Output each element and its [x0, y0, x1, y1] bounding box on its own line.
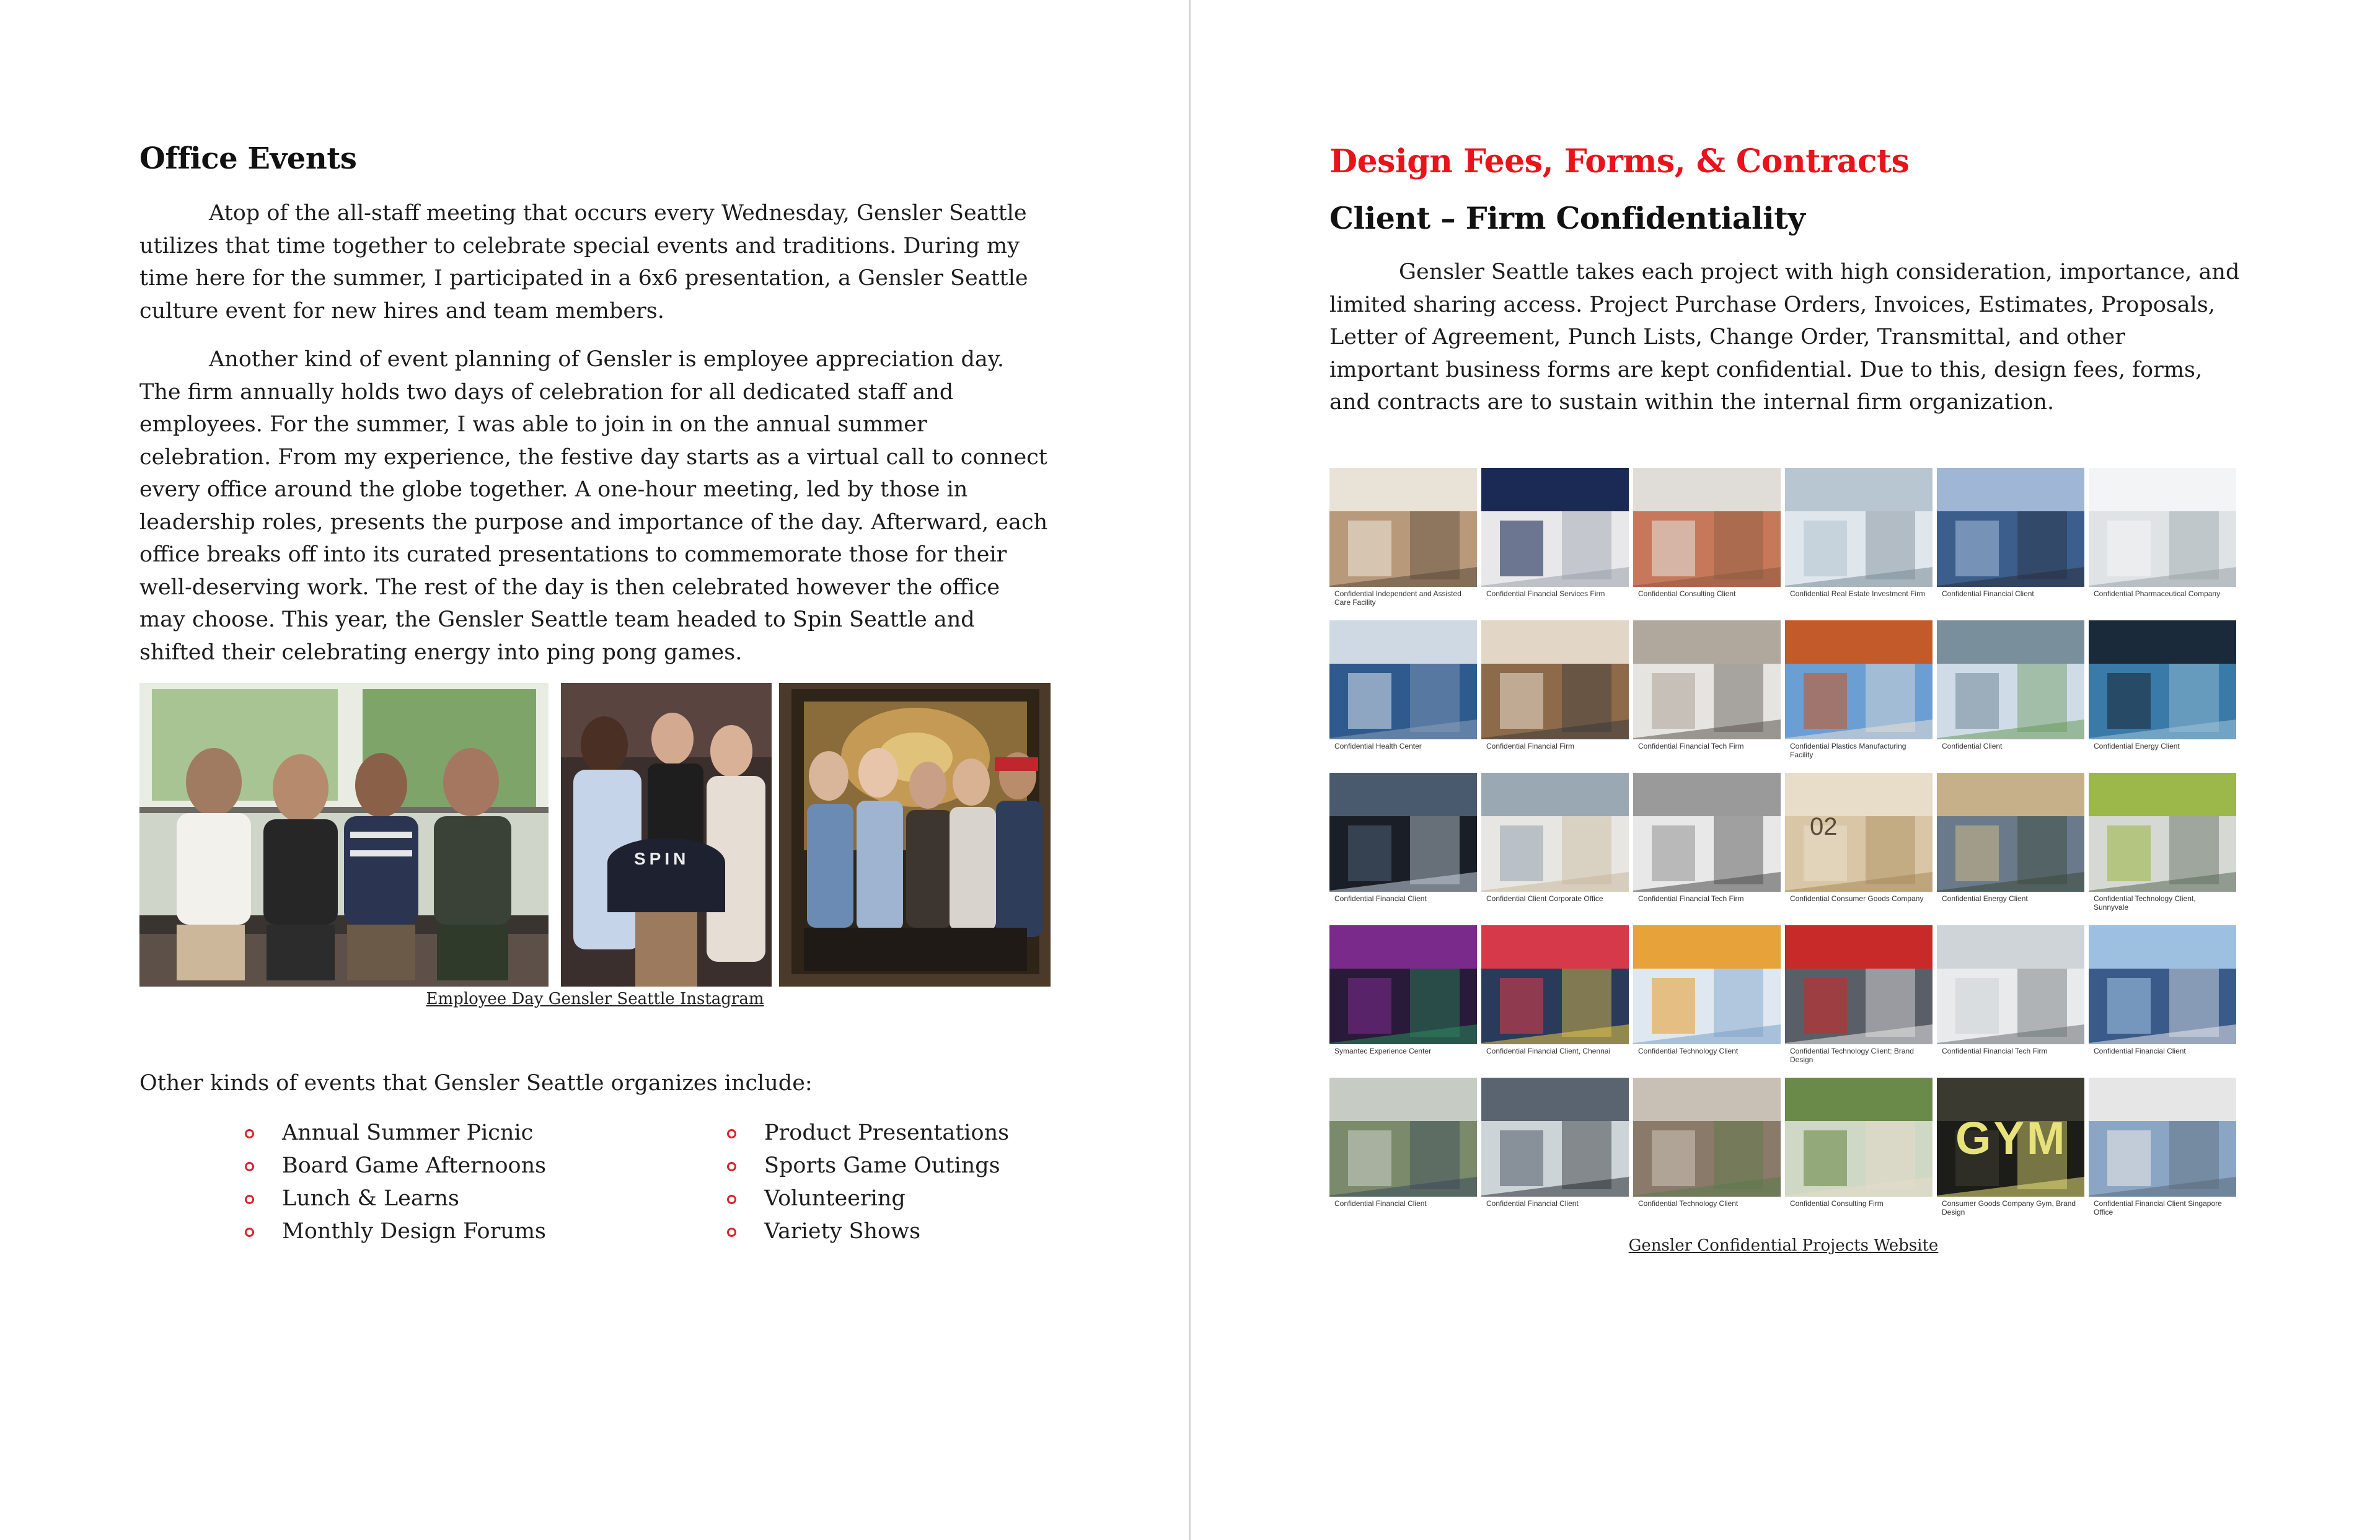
- project-tile-label: Confidential Financial Client: [2089, 1044, 2236, 1071]
- project-tile-label: Confidential Financial Client: [1481, 1197, 1629, 1224]
- project-tile[interactable]: [2089, 468, 2236, 614]
- list-item: Board Game Afternoons: [245, 1150, 546, 1182]
- photo-caption[interactable]: Employee Day Gensler Seattle Instagram: [426, 990, 764, 1008]
- project-tile[interactable]: [1633, 925, 1781, 1071]
- bullet-circle-icon: [727, 1162, 736, 1171]
- project-tile-label: Confidential Financial Firm: [1481, 739, 1629, 767]
- project-tile[interactable]: [1481, 1078, 1629, 1224]
- left-page: [139, 0, 1051, 1540]
- project-tile[interactable]: [1785, 773, 1933, 919]
- list-item: Volunteering: [727, 1182, 1009, 1215]
- project-tile[interactable]: [1329, 773, 1477, 919]
- list-item: Product Presentations: [727, 1117, 1009, 1150]
- bullet-circle-icon: [727, 1228, 736, 1237]
- project-tile[interactable]: [2089, 773, 2236, 919]
- photo-team-artwall: [779, 683, 1051, 987]
- project-tile[interactable]: [2089, 620, 2236, 767]
- project-tile-label: Confidential Technology Client, Sunnyvale: [2089, 892, 2236, 919]
- project-tile-label: Confidential Independent and Assisted Care Facility: [1329, 587, 1477, 614]
- project-tile[interactable]: [1633, 468, 1781, 614]
- project-tile[interactable]: [2089, 925, 2236, 1071]
- project-tile-label: Confidential Financial Client: [1329, 1197, 1477, 1224]
- project-tile[interactable]: [1785, 468, 1933, 614]
- photo-team-seated: [139, 683, 549, 987]
- project-tile[interactable]: [1481, 620, 1629, 767]
- project-tile-label: Confidential Health Center: [1329, 739, 1477, 767]
- bullet-circle-icon: [727, 1195, 736, 1204]
- project-tile-label: Confidential Plastics Manufacturing Facility: [1785, 739, 1933, 767]
- bullet-circle-icon: [245, 1162, 254, 1171]
- project-tile-label: Confidential Pharmaceutical Company: [2089, 587, 2236, 614]
- section-title: Design Fees, Forms, & Contracts: [1329, 143, 1910, 180]
- bullet-circle-icon: [245, 1228, 254, 1237]
- project-tile[interactable]: [1785, 925, 1933, 1071]
- events-list-col2: [727, 1117, 1009, 1248]
- project-tile-label: Confidential Technology Client: [1633, 1044, 1781, 1071]
- project-tile-label: Confidential Financial Client, Chennai: [1481, 1044, 1629, 1071]
- body-text: [139, 197, 1051, 669]
- project-tile-label: Confidential Financial Services Firm: [1481, 587, 1629, 614]
- project-tile-label: Confidential Financial Tech Firm: [1633, 892, 1781, 919]
- project-tile[interactable]: [1329, 468, 1477, 614]
- project-tile-label: Confidential Financial Client Singapore Office: [2089, 1197, 2236, 1224]
- project-tile-label: Confidential Client: [1937, 739, 2084, 767]
- project-tile-label: Symantec Experience Center: [1329, 1044, 1477, 1071]
- list-item: Annual Summer Picnic: [245, 1117, 546, 1150]
- project-tile[interactable]: [1785, 620, 1933, 767]
- room-number-text: 02: [1810, 813, 1838, 840]
- project-tile-label: Confidential Real Estate Investment Firm: [1785, 587, 1933, 614]
- body-text: [1329, 256, 2241, 419]
- bullet-circle-icon: [245, 1195, 254, 1204]
- spin-sign-text: SPIN: [634, 849, 690, 868]
- project-tile[interactable]: [1329, 925, 1477, 1071]
- list-item: Monthly Design Forums: [245, 1215, 546, 1248]
- project-tile[interactable]: [1785, 1078, 1933, 1224]
- project-tile-label: Confidential Client Corporate Office: [1481, 892, 1629, 919]
- paragraph-confidentiality: Gensler Seattle takes each project with high consideration, importance, and limited sharing access. Project Purchase Orders, Invoices, Estimates, Proposals, Letter of Agreement, Punch Lists, Change Order, Transmittal, and other important business forms are kept confidential. Due to this, design fees, forms, and contracts are to sustain within the internal firm organization.: [1329, 260, 2240, 415]
- project-tile-label: Consumer Goods Company Gym, Brand Design: [1937, 1197, 2084, 1224]
- project-tile-label: Confidential Financial Tech Firm: [1633, 739, 1781, 767]
- section-subtitle: Client – Firm Confidentiality: [1329, 200, 1805, 236]
- project-tile[interactable]: [1481, 925, 1629, 1071]
- project-tile[interactable]: [1329, 1078, 1477, 1224]
- grid-caption[interactable]: Gensler Confidential Projects Website: [1628, 1236, 1939, 1255]
- employee-day-photos: [139, 683, 1051, 987]
- project-tile[interactable]: [1481, 773, 1629, 919]
- project-tile[interactable]: [1329, 620, 1477, 767]
- project-tile-label: Confidential Financial Client: [1329, 892, 1477, 919]
- paragraph-office-events-1: Atop of the all-staff meeting that occurs every Wednesday, Gensler Seattle utilizes that time together to celebrate special events and traditions. During my time here for the summer, I participated in a 6x6 presentation, a Gensler Seattle culture event for new hires and team members.: [139, 201, 1028, 323]
- project-tile[interactable]: [1481, 468, 1629, 614]
- project-tile[interactable]: [1937, 1078, 2084, 1224]
- project-tile[interactable]: [1937, 773, 2084, 919]
- right-page: [1329, 0, 2241, 1540]
- project-tile-label: Confidential Consulting Firm: [1785, 1197, 1933, 1224]
- project-tile-label: Confidential Energy Client: [2089, 739, 2236, 767]
- project-tile[interactable]: [2089, 1078, 2236, 1224]
- bullet-circle-icon: [245, 1129, 254, 1138]
- project-tile-label: Confidential Technology Client: Brand Design: [1785, 1044, 1933, 1071]
- project-tile-label: Confidential Energy Client: [1937, 892, 2084, 919]
- project-tile[interactable]: [1633, 1078, 1781, 1224]
- list-item: Variety Shows: [727, 1215, 1009, 1248]
- events-intro: Other kinds of events that Gensler Seattle organizes include:: [139, 1071, 813, 1096]
- list-item: Lunch & Learns: [245, 1182, 546, 1215]
- project-tile-label: Confidential Technology Client: [1633, 1197, 1781, 1224]
- photo-spin-sign: [561, 683, 772, 987]
- project-tile-label: Confidential Financial Client: [1937, 587, 2084, 614]
- project-tile[interactable]: [1937, 468, 2084, 614]
- paragraph-office-events-2: Another kind of event planning of Gensler is employee appreciation day. The firm annually holds two days of celebration for all dedicated staff and employees. For the summer, I was able to join in on the annual summer celebration. From my experience, the festive day starts as a virtual call to connect every office around the globe together. A one-hour meeting, led by those in leadership roles, presents the purpose and importance of the day. Afterward, each office breaks off into its curated presentations to commemorate those for their well-deserving work. The rest of the day is then celebrated however the office may choose. This year, the Gensler Seattle team headed to Spin Seattle and shifted their celebrating energy into ping pong games.: [139, 347, 1048, 665]
- projects-image-grid: [1329, 468, 2237, 1224]
- gym-sign-text: GYM: [1955, 1112, 2068, 1164]
- bullet-circle-icon: [727, 1129, 736, 1138]
- section-title: Office Events: [139, 141, 357, 176]
- project-tile[interactable]: [1937, 620, 2084, 767]
- project-tile-label: Confidential Consulting Client: [1633, 587, 1781, 614]
- project-tile[interactable]: [1633, 620, 1781, 767]
- project-tile[interactable]: [1633, 773, 1781, 919]
- events-list-col1: [245, 1117, 546, 1248]
- list-item: Sports Game Outings: [727, 1150, 1009, 1182]
- project-tile-label: Confidential Financial Tech Firm: [1937, 1044, 2084, 1071]
- project-tile-label: Confidential Consumer Goods Company: [1785, 892, 1933, 919]
- project-tile[interactable]: [1937, 925, 2084, 1071]
- page-divider: [1189, 0, 1191, 1540]
